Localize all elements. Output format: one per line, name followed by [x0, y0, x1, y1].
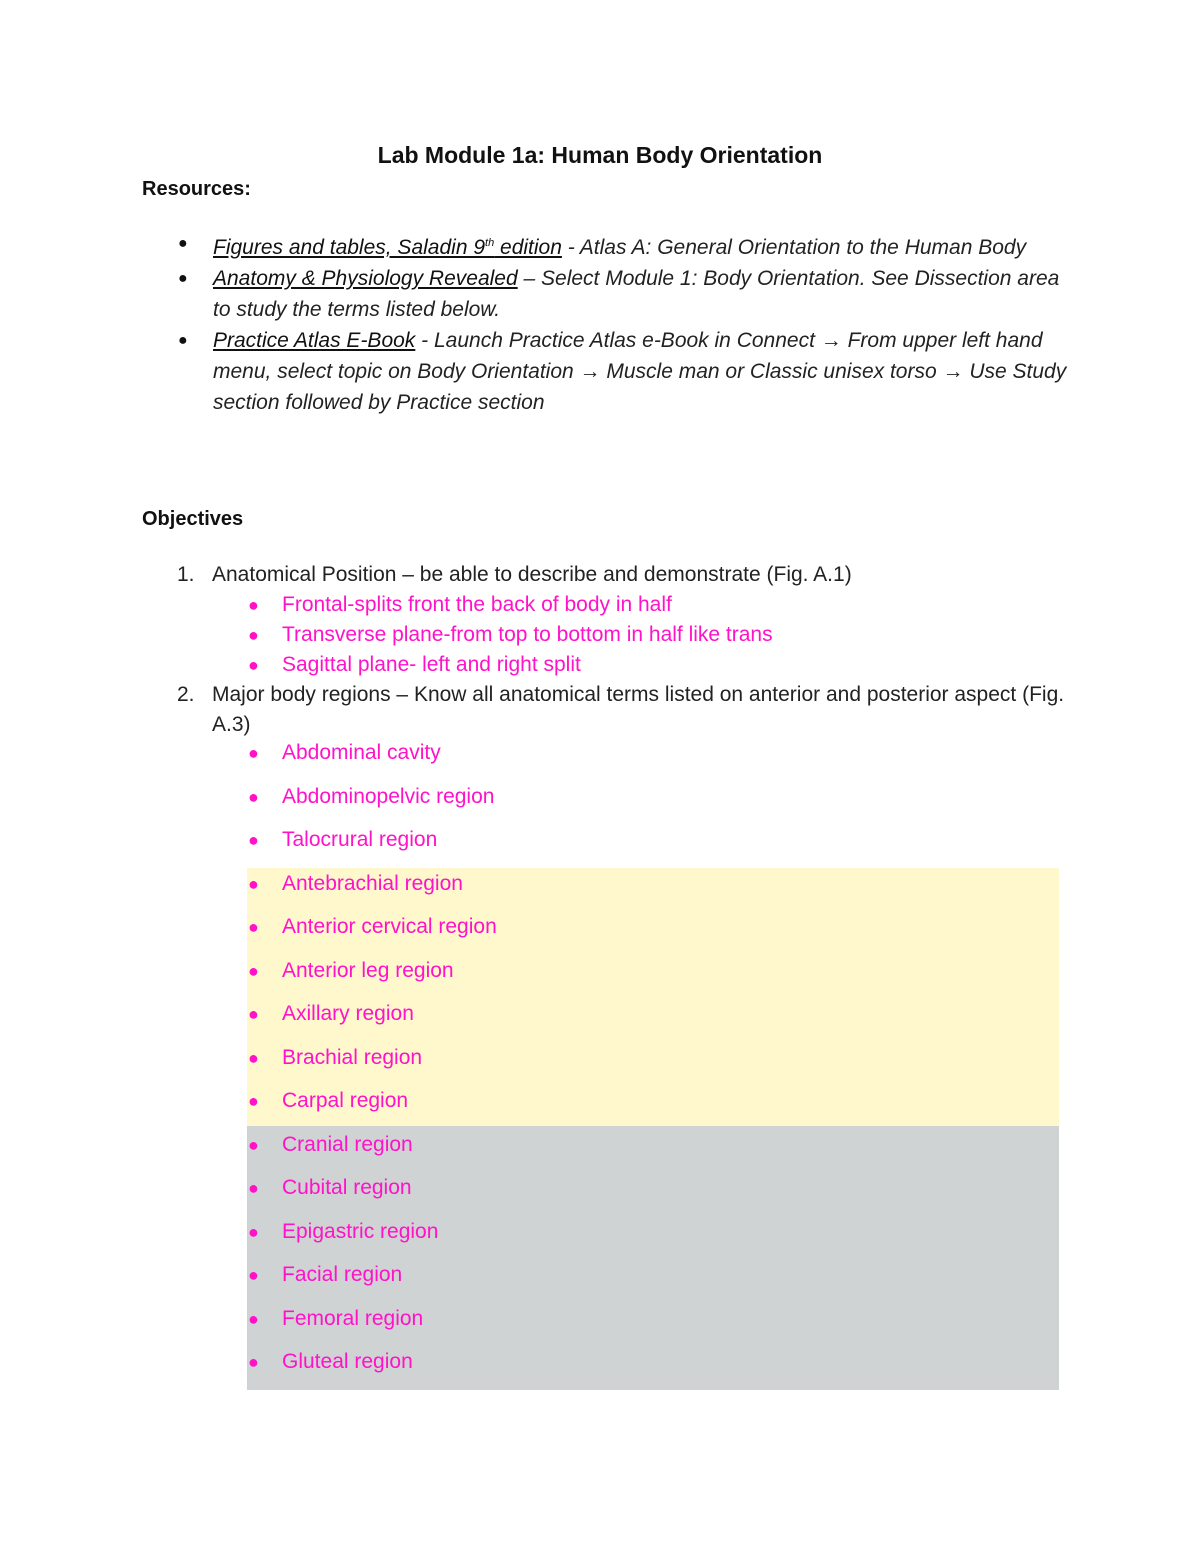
- note-item: [142, 620, 1072, 650]
- note-item: [142, 650, 1072, 680]
- region-item: [142, 1173, 1072, 1217]
- bullet-icon: ●: [248, 1178, 259, 1198]
- region-item: [142, 782, 1072, 826]
- resource-link-text: Practice Atlas E-Book: [213, 329, 416, 352]
- region-item: [142, 1043, 1072, 1087]
- bullet-icon: ●: [178, 270, 188, 287]
- resource-description: – Select Module 1: Body Orientation. See Dissection area to study the terms listed below.: [213, 267, 1060, 321]
- region-item: [142, 1086, 1072, 1130]
- bullet-icon: ●: [248, 625, 259, 645]
- objective-text: Anatomical Position – be able to describe and demonstrate (Fig. A.1): [212, 563, 852, 586]
- bullet-icon: ●: [248, 1047, 259, 1068]
- region-item: [142, 1304, 1072, 1348]
- resource-description: - Launch Practice Atlas e-Book in Connect → From upper left hand menu, select topic on Body Orientation → Muscle man or Classic unisex torso → Use Study section followed by Practice section: [213, 329, 1067, 414]
- region-label: Anterior cervical region: [282, 915, 497, 938]
- region-label: Facial region: [282, 1263, 403, 1286]
- region-label: Gluteal region: [282, 1350, 413, 1373]
- bullet-icon: ●: [178, 332, 188, 349]
- resource-link-tail: edition: [494, 236, 562, 259]
- resources-list: [142, 228, 1072, 418]
- bullet-icon: ●: [248, 743, 259, 763]
- resource-link[interactable]: [213, 267, 518, 290]
- regions-list: [142, 738, 1072, 1391]
- bullet-icon: ●: [248, 1134, 259, 1155]
- objective-item: [142, 560, 1072, 590]
- region-item: [142, 1260, 1072, 1304]
- bullet-icon: ●: [248, 786, 259, 807]
- bullet-icon: ●: [248, 830, 259, 850]
- region-label: Cranial region: [282, 1132, 413, 1156]
- region-label: Abdominopelvic region: [282, 784, 495, 808]
- resource-link[interactable]: [213, 329, 415, 352]
- bullet-icon: ●: [248, 960, 259, 981]
- objectives-heading: Objectives: [142, 508, 244, 530]
- resource-link-text: Figures and tables, Saladin 9: [213, 236, 486, 259]
- region-item: [142, 1130, 1072, 1174]
- bullet-icon: ●: [248, 1265, 259, 1285]
- resource-description: - Atlas A: General Orientation to the Human Body: [561, 236, 1027, 259]
- resource-link-text: Anatomy & Physiology Revealed: [213, 267, 518, 290]
- region-item: [142, 956, 1072, 1000]
- region-item: [142, 912, 1072, 956]
- resource-link-superscript: th: [485, 237, 495, 249]
- bullet-icon: ●: [248, 1091, 259, 1111]
- bullet-icon: ●: [248, 655, 259, 675]
- note-item: [142, 590, 1072, 620]
- region-label: Axillary region: [282, 1002, 414, 1025]
- objective-number: 1.: [177, 563, 195, 586]
- resource-item: [142, 263, 1072, 325]
- region-label: Antebrachial region: [282, 871, 463, 895]
- bullet-icon: ●: [248, 1221, 259, 1242]
- note-text: Transverse plane-from top to bottom in half like trans: [282, 623, 773, 646]
- region-label: Femoral region: [282, 1306, 424, 1330]
- bullet-icon: ●: [248, 1004, 259, 1024]
- region-item: [142, 1347, 1072, 1391]
- objective-number: 2.: [177, 683, 195, 706]
- region-label: Epigastric region: [282, 1219, 439, 1243]
- resource-item: [142, 325, 1072, 418]
- objective-item: [142, 680, 1072, 740]
- bullet-icon: ●: [178, 235, 188, 252]
- region-item: [142, 869, 1072, 913]
- note-text: Frontal-splits front the back of body in half: [282, 593, 672, 616]
- resource-item: [142, 228, 1072, 263]
- region-label: Talocrural region: [282, 828, 438, 851]
- bullet-icon: ●: [248, 873, 259, 894]
- region-label: Cubital region: [282, 1176, 412, 1199]
- region-item: [142, 738, 1072, 782]
- region-item: [142, 825, 1072, 869]
- note-text: Sagittal plane- left and right split: [282, 653, 581, 676]
- region-item: [142, 1217, 1072, 1261]
- bullet-icon: ●: [248, 917, 259, 937]
- region-label: Carpal region: [282, 1089, 409, 1112]
- region-label: Anterior leg region: [282, 958, 454, 982]
- resources-heading: Resources:: [142, 178, 251, 200]
- page-title: Lab Module 1a: Human Body Orientation: [377, 142, 823, 168]
- region-label: Abdominal cavity: [282, 741, 441, 764]
- region-item: [142, 999, 1072, 1043]
- objectives-list: [142, 560, 1072, 740]
- resource-link[interactable]: [213, 236, 562, 259]
- region-label: Brachial region: [282, 1045, 423, 1069]
- bullet-icon: ●: [248, 1352, 259, 1372]
- objective-text: Major body regions – Know all anatomical terms listed on anterior and posterior aspect (Fig. A.3): [212, 683, 1065, 736]
- bullet-icon: ●: [248, 1308, 259, 1329]
- bullet-icon: ●: [248, 595, 259, 615]
